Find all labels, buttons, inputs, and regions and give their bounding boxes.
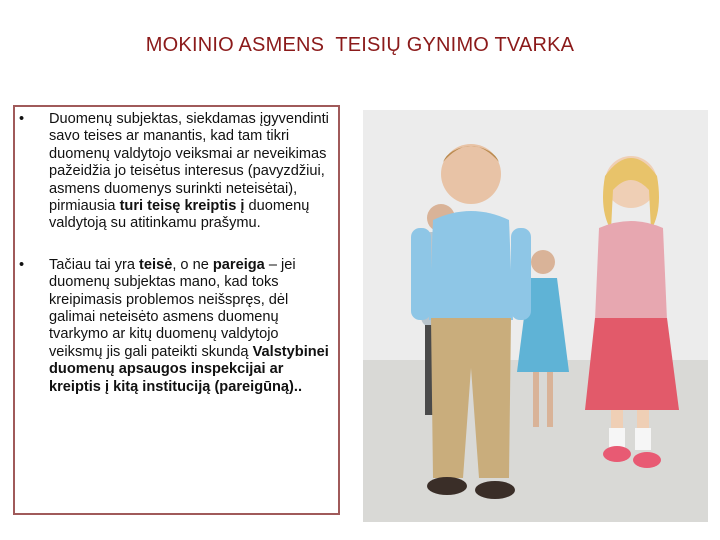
- bullet-text-part: , o ne: [172, 256, 213, 273]
- bullet-text-bold: turi teisę kreiptis į: [119, 198, 245, 215]
- bullet-text-part: Tačiau tai yra: [49, 256, 140, 273]
- bullet-text-part: duomenų valdytoją su atitinkamu prašymu.: [49, 198, 310, 232]
- content-text-box: [13, 105, 340, 515]
- bullet-marker: •: [19, 256, 25, 273]
- bullet-text-bold: teisė: [139, 256, 173, 273]
- children-walking-photo: [363, 110, 708, 522]
- bullet-text-bold: Valstybinei duomenų apsaugos inspekcijai ar kreiptis į kitą instituciją (pareigūną)..: [49, 343, 329, 395]
- bullet-text-bold: pareiga: [212, 256, 265, 273]
- bullet-text-part: – jei duomenų subjektas mano, kad toks kreipimasis problemos neišspręs, dėl galimai neteisėto asmens duomenų tvarkymo ar kitų duomenų valdytojo veiksmų jis gali pateikti skundą: [49, 256, 296, 360]
- slide-title: MOKINIO ASMENS TEISIŲ GYNIMO TVARKA: [145, 34, 575, 56]
- bullet-text-part: Duomenų subjektas, siekdamas įgyvendinti savo teises ar manantis, kad tam tikri duomenų valdytojo veiksmai ar neveikimas pažeidžia jo teisėtus interesus (pavyzdžiui, asmens duomenys surinkti neteisėtai), pirmiausia: [49, 111, 329, 215]
- bullet-item-1: [15, 111, 332, 233]
- bullet-item-2: [15, 257, 332, 396]
- bullet-marker: •: [19, 111, 25, 127]
